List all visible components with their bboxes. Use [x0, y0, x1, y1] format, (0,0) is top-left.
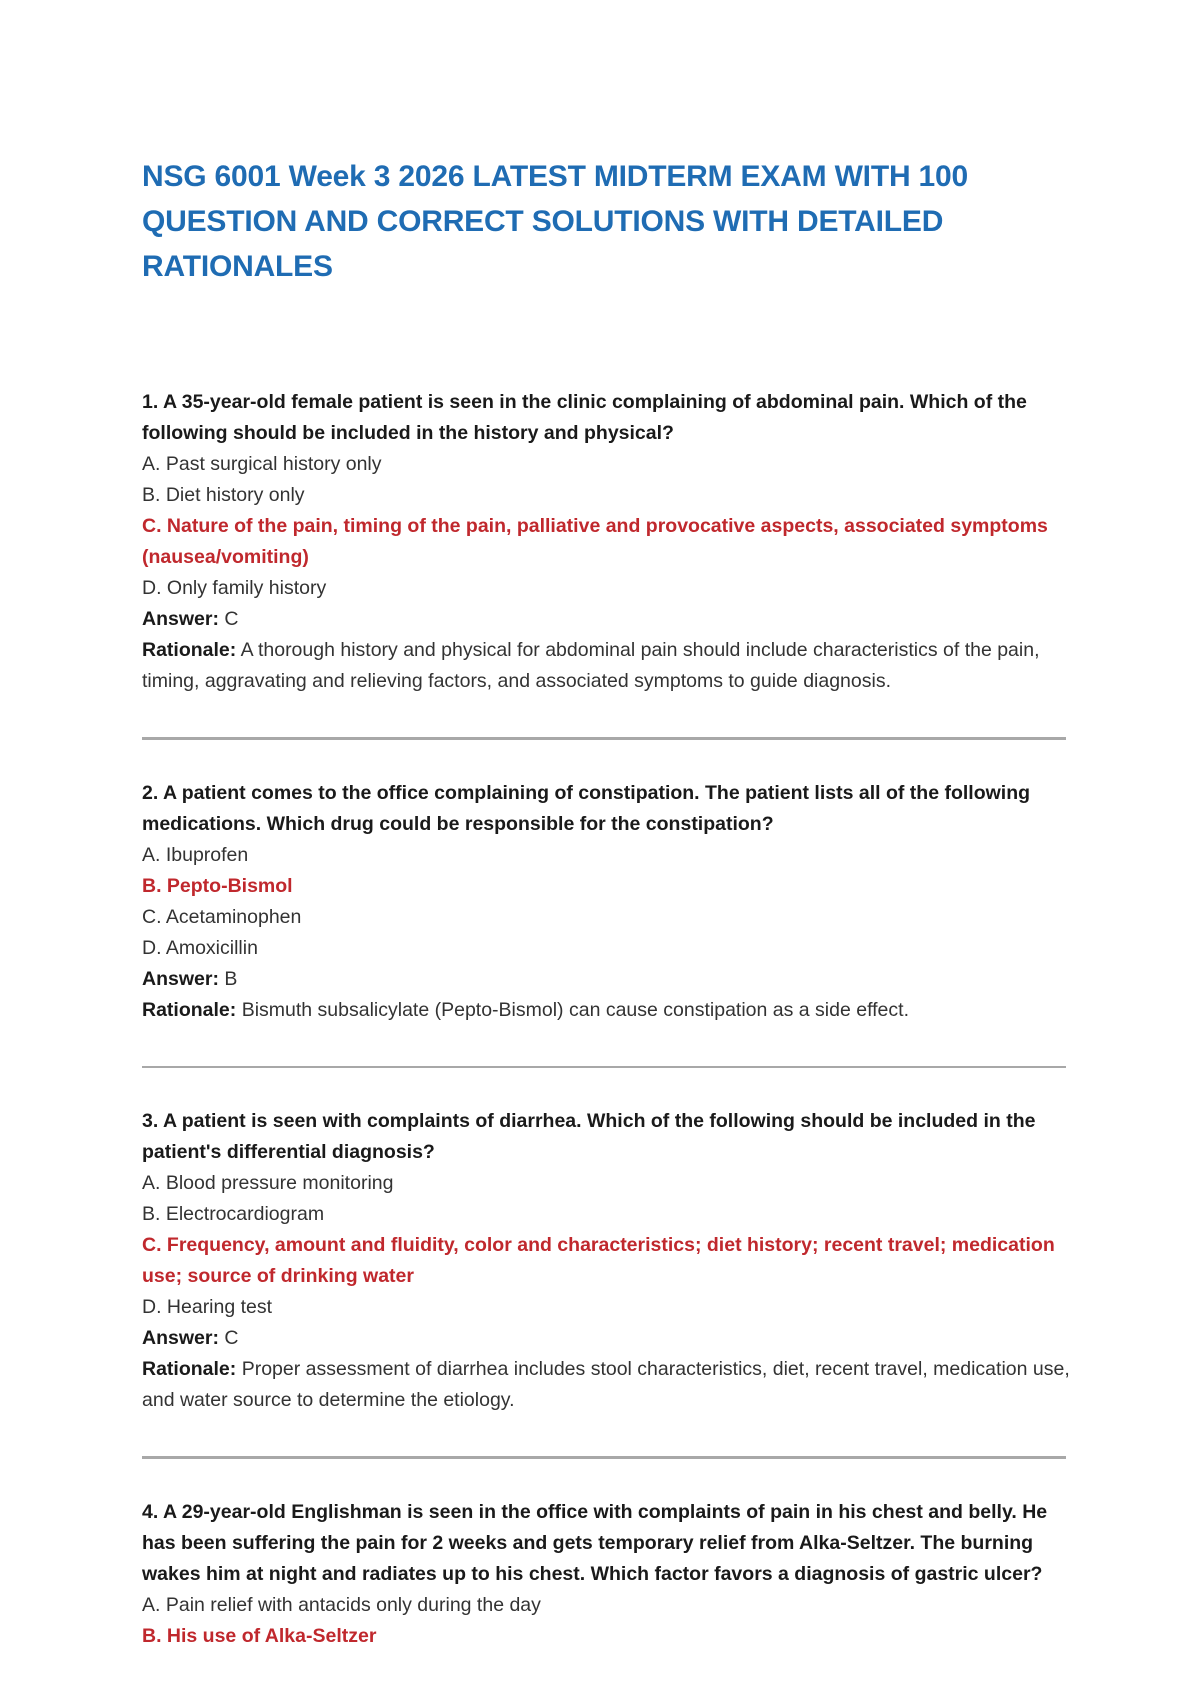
option-c-correct: C. Frequency, amount and fluidity, color and characteristics; diet history; recent travel; medication use; source of drinking water	[142, 1234, 1055, 1287]
rationale-line	[142, 1354, 1080, 1416]
answer-label: Answer:	[142, 968, 219, 990]
option-b-correct: B. His use of Alka-Seltzer	[142, 1625, 377, 1647]
answer-label: Answer:	[142, 608, 219, 630]
rationale-label: Rationale:	[142, 639, 237, 661]
option-d: D. Amoxicillin	[142, 937, 258, 959]
option-d: D. Only family history	[142, 577, 327, 599]
option-a: A. Past surgical history only	[142, 453, 382, 475]
option-a: A. Blood pressure monitoring	[142, 1172, 394, 1194]
answer-value: C	[224, 608, 239, 630]
question-1	[142, 387, 1080, 697]
option-b: B. Diet history only	[142, 484, 305, 506]
question-text: 3. A patient is seen with complaints of diarrhea. Which of the following should be included in the patient's differential diagnosis?	[142, 1110, 1036, 1163]
option-b: B. Electrocardiogram	[142, 1203, 325, 1225]
rationale-text: A thorough history and physical for abdominal pain should include characteristics of the pain, timing, aggravating and relieving factors, and associated symptoms to guide diagnosis.	[142, 639, 1040, 692]
question-text: 2. A patient comes to the office complaining of constipation. The patient lists all of the following medications. Which drug could be responsible for the constipation?	[142, 782, 1031, 835]
answer-line	[142, 1323, 1080, 1354]
answer-value: C	[224, 1327, 239, 1349]
rationale-text: Proper assessment of diarrhea includes stool characteristics, diet, recent travel, medication use, and water source to determine the etiology.	[142, 1358, 1070, 1411]
rationale-line	[142, 635, 1080, 697]
option-c: C. Acetaminophen	[142, 906, 302, 928]
option-a: A. Ibuprofen	[142, 844, 249, 866]
option-b-correct: B. Pepto-Bismol	[142, 875, 293, 897]
option-d: D. Hearing test	[142, 1296, 273, 1318]
rationale-line	[142, 995, 1080, 1026]
section-divider	[142, 1066, 1066, 1068]
rationale-text: Bismuth subsalicylate (Pepto-Bismol) can cause constipation as a side effect.	[241, 999, 909, 1021]
rationale-label: Rationale:	[142, 999, 237, 1021]
option-c-correct: C. Nature of the pain, timing of the pain, palliative and provocative aspects, associated symptoms (nausea/vomiting)	[142, 515, 1048, 568]
question-text: 4. A 29-year-old Englishman is seen in the office with complaints of pain in his chest and belly. He has been suffering the pain for 2 weeks and gets temporary relief from Alka-Seltzer. The burning wakes him at night and radiates up to his chest. Which factor favors a diagnosis of gastric ulcer?	[142, 1501, 1048, 1585]
question-4	[142, 1497, 1080, 1652]
option-a: A. Pain relief with antacids only during the day	[142, 1594, 541, 1616]
question-3	[142, 1106, 1080, 1416]
answer-line	[142, 604, 1080, 635]
section-divider	[142, 737, 1066, 740]
rationale-label: Rationale:	[142, 1358, 237, 1380]
section-divider	[142, 1456, 1066, 1459]
question-text: 1. A 35-year-old female patient is seen in the clinic complaining of abdominal pain. Which of the following should be included in the history and physical?	[142, 391, 1027, 444]
answer-line	[142, 964, 1080, 995]
document-title: NSG 6001 Week 3 2026 LATEST MIDTERM EXAM WITH 100 QUESTION AND CORRECT SOLUTIONS WITH DETAILED RATIONALES	[142, 160, 968, 283]
question-2	[142, 778, 1080, 1026]
answer-value: B	[224, 968, 238, 990]
answer-label: Answer:	[142, 1327, 219, 1349]
